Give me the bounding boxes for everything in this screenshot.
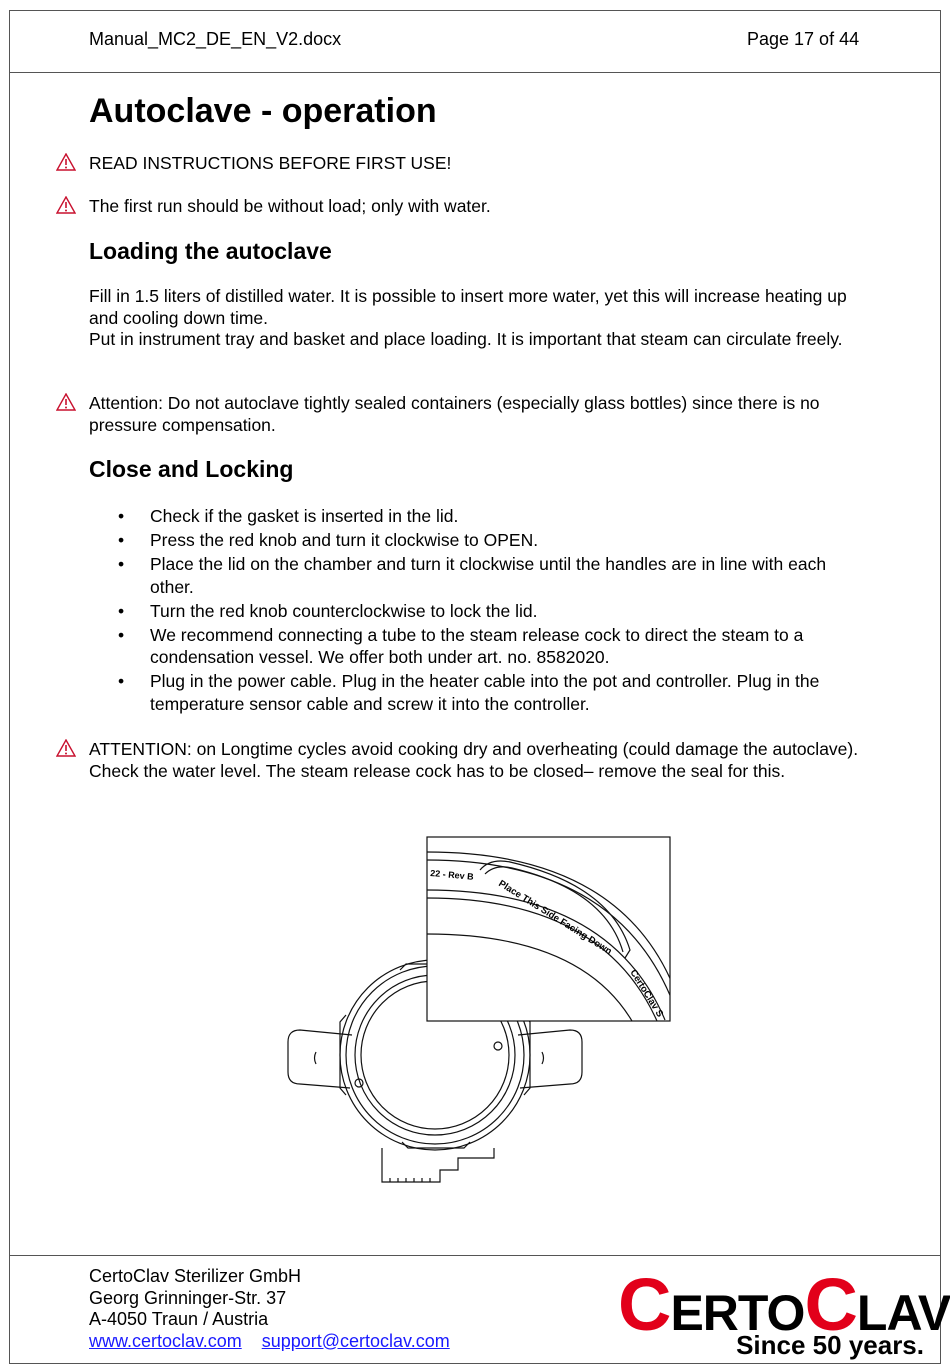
header-page-number: Page 17 of 44 [747, 29, 860, 49]
bullet-dot: • [118, 600, 125, 621]
warning-first-run: The first run should be without load; only with water. [89, 196, 491, 216]
list-item: • We recommend connecting a tube to the steam release cock to direct the steam to a condensation vessel. We offer both under art. no. 8582020. [118, 624, 804, 667]
list-item: • Turn the red knob counterclockwise to lock the lid. [118, 600, 538, 621]
logo-wordmark: CERTOCLAV [618, 1263, 950, 1346]
footer-address [89, 1266, 450, 1352]
header-filename: Manual_MC2_DE_EN_V2.docx [89, 29, 342, 49]
list-item: • Check if the gasket is inserted in the lid. [118, 506, 459, 526]
logo-tagline: Since 50 years. [736, 1330, 924, 1360]
page-title: Autoclave - operation [89, 92, 437, 130]
footer-city: A-4050 Traun / Austria [89, 1309, 269, 1329]
autoclave-lid-illustration [280, 830, 680, 1190]
footer-street: Georg Grinninger-Str. 37 [89, 1287, 287, 1308]
warning-triangle-icon [56, 739, 76, 757]
footer-divider [9, 1255, 941, 1256]
bullet-dot: • [118, 530, 125, 550]
heading-loading: Loading the autoclave [89, 238, 332, 264]
email-link[interactable]: support@certoclav.com [261, 1330, 450, 1351]
inset-rev-label: 22 - Rev B [429, 868, 475, 882]
warning-triangle-icon [56, 153, 76, 171]
warning-triangle-icon [56, 196, 76, 214]
bullet-dot: • [118, 554, 125, 574]
footer-links [89, 1331, 450, 1353]
loading-paragraph-1: Fill in 1.5 liters of distilled water. It is possible to insert more water, yet this will increase heating up and cooling down time. [89, 286, 847, 328]
list-item: • Place the lid on the chamber and turn it clockwise until the handles are in line with each other. [118, 554, 827, 597]
list-item: • Press the red knob and turn it clockwise to OPEN. [118, 530, 539, 550]
warning-read-instructions: READ INSTRUCTIONS BEFORE FIRST USE! [89, 153, 452, 173]
list-item: • Plug in the power cable. Plug in the heater cable into the pot and controller. Plug in the temperature sensor cable and screw it into the controller. [118, 671, 820, 714]
inset-gasket-label: Place This Side Facing Down [496, 878, 614, 958]
bullet-dot: • [118, 506, 125, 526]
bullet-dot: • [118, 671, 125, 691]
inset-brand-label: CertoClav S [627, 967, 666, 1020]
loading-paragraph-2: Put in instrument tray and basket and place loading. It is important that steam can circulate freely. [89, 329, 843, 349]
footer-company: CertoClav Sterilizer GmbH [89, 1266, 302, 1286]
closing-attention: ATTENTION: on Longtime cycles avoid cooking dry and overheating (could damage the autoclave). Check the water level. The steam release cock has to be closed– remove the seal for this. [89, 739, 859, 781]
header-divider [9, 72, 941, 73]
locking-steps-list [89, 505, 859, 717]
loading-attention: Attention: Do not autoclave tightly sealed containers (especially glass bottles) since there is no pressure compensation. [89, 393, 820, 435]
warning-triangle-icon [56, 393, 76, 411]
bullet-dot: • [118, 624, 125, 645]
certoclav-logo [612, 1262, 950, 1366]
website-link[interactable]: www.certoclav.com [89, 1330, 242, 1351]
zoom-inset-box [427, 837, 670, 1021]
heading-close-locking: Close and Locking [89, 456, 294, 482]
